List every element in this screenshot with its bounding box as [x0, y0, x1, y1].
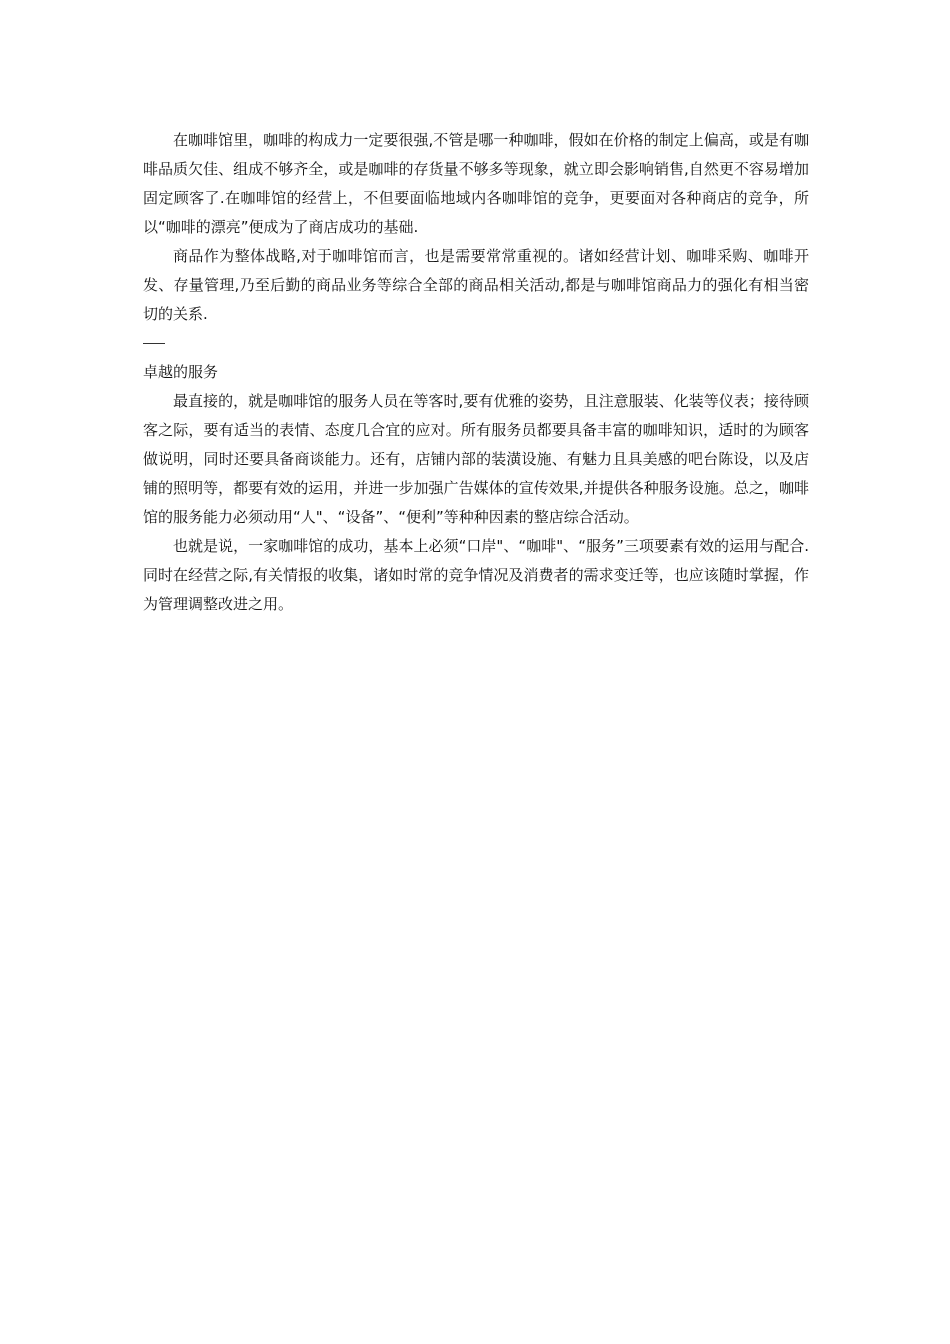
section-divider	[143, 343, 165, 344]
document-body	[143, 126, 809, 619]
section-heading: 卓越的服务	[143, 363, 219, 381]
paragraph-success-factors: 也就是说，一家咖啡馆的成功，基本上必须“口岸"、“咖啡"、“服务”三项要素有效的运用与配合.同时在经营之际,有关情报的收集，诸如时常的竞争情况及消费者的需求变迁等，也应该随时掌握，作为管理调整改进之用。	[143, 537, 809, 613]
paragraph-coffee-strength: 在咖啡馆里，咖啡的构成力一定要很强,不管是哪一种咖啡，假如在价格的制定上偏高，或是有咖啡品质欠佳、组成不够齐全，或是咖啡的存货量不够多等现象，就立即会影响销售,自然更不容易增加固定顾客了.在咖啡馆的经营上，不但要面临地域内各咖啡馆的竞争，更要面对各种商店的竞争，所以“咖啡的漂亮”便成为了商店成功的基础.	[143, 131, 809, 236]
paragraph-service-staff: 最直接的，就是咖啡馆的服务人员在等客时,要有优雅的姿势，且注意服装、化装等仪表；接待顾客之际，要有适当的表情、态度几合宜的应对。所有服务员都要具备丰富的咖啡知识，适时的为顾客做说明，同时还要具备商谈能力。还有，店铺内部的装潢设施、有魅力且具美感的吧台陈设，以及店铺的照明等，都要有效的运用，并进一步加强广告媒体的宣传效果,并提供各种服务设施。总之，咖啡馆的服务能力必须动用“人"、“设备”、“便利”等种种因素的整店综合活动。	[143, 392, 809, 526]
paragraph-product-strategy: 商品作为整体战略,对于咖啡馆而言，也是需要常常重视的。诸如经营计划、咖啡采购、咖啡开发、存量管理,乃至后勤的商品业务等综合全部的商品相关活动,都是与咖啡馆商品力的强化有相当密切的关系.	[143, 247, 809, 323]
